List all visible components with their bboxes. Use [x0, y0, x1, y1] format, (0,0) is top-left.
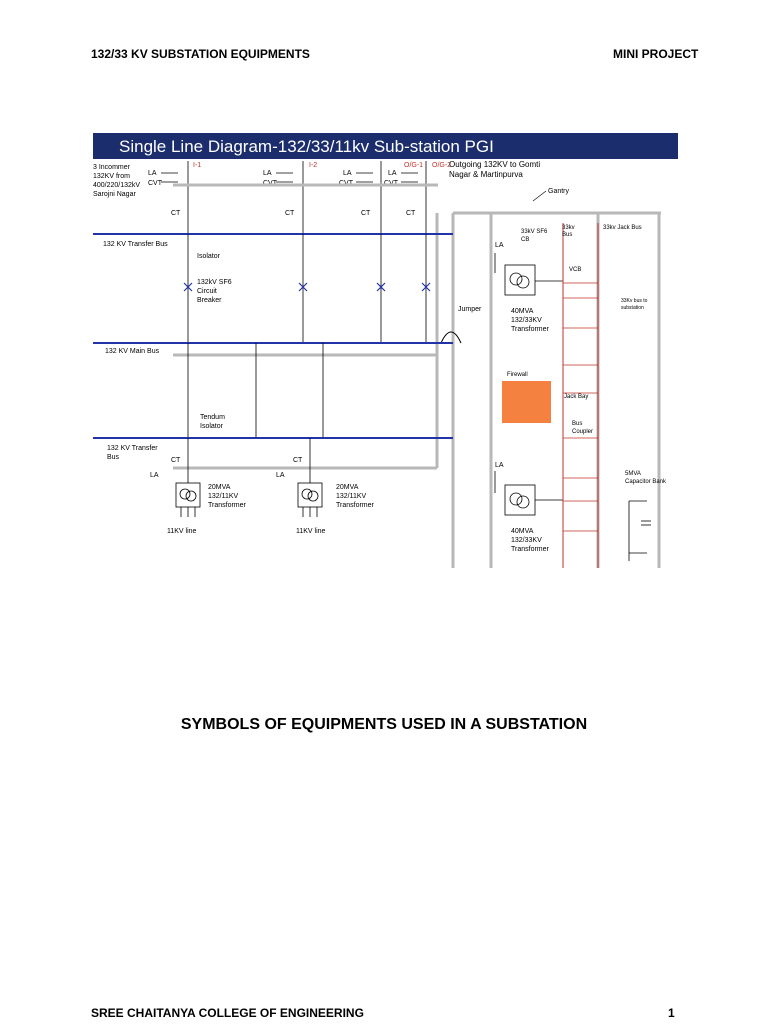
- ct-label: CT: [293, 457, 303, 464]
- bus-coupler-label-2: Coupler: [572, 429, 594, 435]
- jumper-arc: [441, 332, 461, 343]
- cvt-label: CVT: [148, 180, 162, 187]
- firewall-label: Firewall: [507, 372, 528, 378]
- feeder-tag-og1: O/G-1: [404, 162, 424, 169]
- isolator-label: Isolator: [197, 253, 220, 260]
- capacitor-bank-label-1: 5MVA: [625, 471, 641, 477]
- feeder-tag-i1: I-1: [193, 162, 202, 169]
- incomer-label-4: Sarojni Nagar: [93, 191, 136, 198]
- capacitor-bank-label-2: Capacitor Bank: [625, 479, 667, 485]
- page-header-right: MINI PROJECT: [613, 47, 699, 61]
- jack-bus-33-label: 33kv Jack Bus: [603, 225, 642, 231]
- line-11kv-label: 11KV line: [167, 528, 197, 535]
- transformer-40-top-label-2: 132/33KV: [511, 317, 542, 324]
- la-label: LA: [495, 242, 504, 249]
- ct-label: CT: [406, 210, 416, 217]
- jumper-label: Jumper: [458, 306, 482, 313]
- bus-to-substation-label-2: substation: [621, 305, 644, 311]
- transformer-20-label-1: 20MVA: [336, 484, 359, 491]
- diagram-title: Single Line Diagram-132/33/11kv Sub-station PGI: [119, 137, 494, 156]
- la-label: LA: [148, 170, 157, 177]
- transformer-40-bottom-label-3: Transformer: [511, 546, 549, 553]
- bus-33-label-1: 33kv: [562, 225, 575, 231]
- page-number: 1: [668, 1006, 675, 1020]
- transformer-20-label-3: Transformer: [336, 502, 374, 509]
- la-label: LA: [388, 170, 397, 177]
- circuit-breaker-label-3: Breaker: [197, 297, 222, 304]
- transformer-40-top-label-3: Transformer: [511, 326, 549, 333]
- incomer-label-3: 400/220/132kV: [93, 182, 141, 189]
- ct-label: CT: [361, 210, 371, 217]
- single-line-diagram: [93, 133, 678, 568]
- transformer-40-bottom-label-1: 40MVA: [511, 528, 534, 535]
- outgoing-label-1: Outgoing 132KV to Gomti: [449, 160, 541, 169]
- tandem-isolator-label-2: Isolator: [200, 423, 223, 430]
- feeder-tag-og2: O/G-2: [432, 162, 452, 169]
- cvt-label: CVT: [384, 180, 398, 187]
- feeder-tag-i2: I-2: [309, 162, 318, 169]
- transformer-20-label-1: 20MVA: [208, 484, 231, 491]
- gantry-label: Gantry: [548, 188, 570, 195]
- la-label: LA: [276, 472, 285, 479]
- ct-label: CT: [285, 210, 295, 217]
- transfer-bus-bottom-label-2: Bus: [107, 454, 120, 461]
- bus-33-label-2: Bus: [562, 232, 573, 238]
- la-label: LA: [263, 170, 272, 177]
- sf6-cb-33-label-1: 33kV SF6: [521, 229, 548, 235]
- bus-coupler-label-1: Bus: [572, 421, 583, 427]
- circuit-breaker-label-2: Circuit: [197, 288, 217, 295]
- transfer-bus-bottom-label-1: 132 KV Transfer: [107, 445, 158, 452]
- gantry-pointer: [533, 191, 546, 201]
- main-bus-label: 132 KV Main Bus: [105, 348, 160, 355]
- tandem-isolator-label-1: Tendum: [200, 414, 225, 421]
- transformer-20-label-2: 132/11KV: [336, 493, 367, 500]
- la-label: LA: [343, 170, 352, 177]
- section-title: SYMBOLS OF EQUIPMENTS USED IN A SUBSTATION: [180, 716, 588, 733]
- line-11kv-label: 11KV line: [296, 528, 326, 535]
- circuit-breaker-label-1: 132kV SF6: [197, 279, 232, 286]
- cvt-label: CVT: [339, 180, 353, 187]
- firewall: [502, 381, 551, 423]
- la-label: LA: [495, 462, 504, 469]
- transformer-20-label-2: 132/11KV: [208, 493, 239, 500]
- ct-label: CT: [171, 457, 181, 464]
- transformer-40-top-label-1: 40MVA: [511, 308, 534, 315]
- incomer-label-2: 132KV from: [93, 173, 130, 180]
- page-header-left: 132/33 KV SUBSTATION EQUIPMENTS: [91, 47, 310, 61]
- incomer-label-1: 3 Incommer: [93, 164, 130, 171]
- bus-to-substation-label-1: 33Kv bus to: [621, 298, 648, 304]
- sf6-cb-33-label-2: CB: [521, 237, 530, 243]
- transformer-40-bottom-label-2: 132/33KV: [511, 537, 542, 544]
- transfer-bus-top-label: 132 KV Transfer Bus: [103, 241, 168, 248]
- jack-bay-label: Jack Bay: [564, 394, 589, 400]
- cvt-label: CVT: [263, 180, 277, 187]
- transformer-20-label-3: Transformer: [208, 502, 246, 509]
- page-footer-left: SREE CHAITANYA COLLEGE OF ENGINEERING: [91, 1006, 364, 1020]
- outgoing-label-2: Nagar & Martinpurva: [449, 170, 523, 179]
- ct-label: CT: [171, 210, 181, 217]
- la-label: LA: [150, 472, 159, 479]
- vcb-label: VCB: [569, 267, 582, 273]
